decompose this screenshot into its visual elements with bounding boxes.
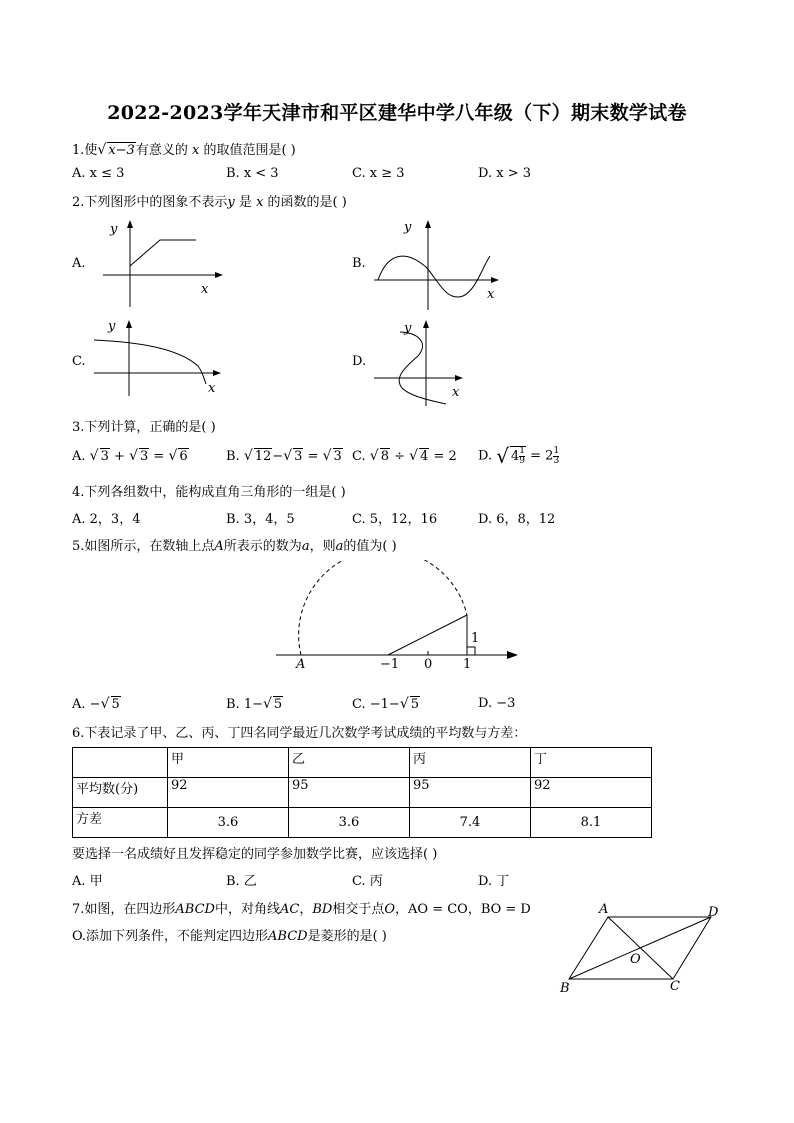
scores-table: [72, 747, 652, 838]
operator: +: [114, 449, 125, 464]
q2-option-a-label[interactable]: A.: [72, 256, 86, 271]
radicand: [510, 446, 526, 466]
q5-option-b[interactable]: [226, 696, 283, 712]
q6-option-b[interactable]: B. 乙: [226, 874, 257, 889]
tick-1-label: 1: [463, 657, 472, 672]
table-cell: 3.6: [168, 808, 289, 838]
q6-option-c[interactable]: C. 丙: [352, 874, 383, 889]
sqrt-sign: √: [89, 448, 99, 464]
q5-text-2: 所表示的数为: [223, 539, 302, 554]
y-axis-arrow: [423, 320, 429, 328]
question-5: [72, 535, 397, 554]
x-label: x: [201, 282, 209, 297]
x-label: x: [452, 385, 460, 400]
radicand: 3: [294, 449, 303, 464]
q1-suffix: 有意义的: [135, 143, 188, 158]
equals: =: [307, 449, 319, 464]
table-cell: 95: [410, 778, 531, 808]
q7-text-4: ，AO = CO，BO = D: [395, 902, 531, 917]
option-prefix: −1−: [369, 697, 400, 712]
option-prefix: −: [89, 697, 101, 712]
table-cell: 95: [289, 778, 410, 808]
sqrt-sign: √: [283, 448, 293, 464]
q1-option-b[interactable]: B. x < 3: [226, 166, 279, 181]
denominator: 3: [553, 455, 560, 466]
q2-option-d-label[interactable]: D.: [352, 354, 367, 369]
radicand: 3: [139, 449, 149, 464]
page-title: 2022-2023学年天津市和平区建华中学八年级（下）期末数学试卷: [107, 102, 687, 124]
equals: = 2: [530, 448, 554, 464]
q7-text: 7.如图，在四边形: [72, 902, 176, 917]
question-6: 6.下表记录了甲、乙、丙、丁四名同学最近几次数学考试成绩的平均数与方差：: [72, 726, 527, 741]
q2-text-2: 是: [238, 195, 252, 210]
option-label: C.: [352, 697, 366, 712]
table-cell: 92: [531, 778, 652, 808]
sqrt-sign: √: [168, 448, 178, 464]
numerator: 1: [519, 446, 525, 456]
y-axis-arrow: [126, 320, 132, 328]
sqrt-sign: √: [97, 142, 107, 158]
y-label: y: [110, 222, 118, 237]
q5-number-line-figure: [270, 560, 525, 672]
x-axis-arrow: [215, 272, 223, 278]
q2-option-b-label[interactable]: B.: [352, 256, 366, 271]
q1-option-a[interactable]: A. x ≤ 3: [72, 166, 125, 181]
sqrt-sign: √: [322, 448, 332, 464]
equals: =: [153, 449, 165, 464]
sqrt-sign: √: [409, 448, 419, 464]
q7-quadrilateral-figure: [556, 900, 728, 996]
table-header-cell: [73, 748, 168, 778]
radicand: 3: [333, 449, 342, 464]
table-header-cell: 甲: [168, 748, 289, 778]
q5-text: 5.如图所示，在数轴上点: [72, 539, 215, 554]
radicand: 8: [380, 449, 389, 464]
q7-o: O: [384, 902, 396, 917]
q5-var-a: a: [301, 539, 310, 554]
q3-option-c[interactable]: [352, 448, 457, 464]
table-cell: 平均数(分): [73, 778, 168, 808]
q1-option-d[interactable]: D. x > 3: [478, 166, 531, 181]
q3-option-a[interactable]: [72, 448, 189, 464]
vertex-c-label: C: [670, 979, 680, 994]
q5-text-4: 的值为( ): [343, 539, 397, 554]
q1-prefix: 1.使: [72, 143, 98, 158]
table-header-cell: 丙: [410, 748, 531, 778]
q7-ac: AC: [279, 902, 300, 917]
table-cell: 7.4: [410, 808, 531, 838]
radicand: 5: [410, 697, 420, 712]
y-axis-arrow: [127, 220, 133, 228]
hypotenuse: [388, 615, 467, 655]
function-curve: [94, 340, 206, 384]
q2-graph-d: [368, 316, 478, 408]
x-axis-arrow: [213, 370, 221, 376]
q2-graph-c: [88, 316, 238, 396]
diagonal-bd: [569, 917, 711, 979]
q1-suffix-2: 的取值范围是( ): [203, 143, 296, 158]
q5-option-c[interactable]: [352, 696, 420, 712]
q7-quad: ABCD: [175, 902, 215, 917]
option-prefix: 1−: [243, 697, 263, 712]
q7-line2-text: O.添加下列条件，不能判定四边形: [72, 929, 269, 944]
q6-follow-text: 要选择一名成绩好且发挥稳定的同学参加数学比赛，应该选择( ): [72, 847, 438, 862]
radicand: 12: [254, 449, 272, 464]
option-label: D.: [478, 696, 493, 711]
numerator: 1: [553, 445, 560, 456]
option-label: B.: [226, 449, 240, 464]
tick-0-label: 0: [424, 657, 433, 672]
option-label: C.: [352, 449, 366, 464]
operator: −: [272, 449, 284, 464]
whole-part: 4: [510, 449, 520, 464]
question-4: 4.下列各组数中，能构成直角三角形的一组是( ): [72, 485, 346, 500]
radicand: 4: [420, 449, 429, 464]
q7-text-2: 中，对角线: [214, 902, 280, 917]
q6-option-a[interactable]: A. 甲: [72, 874, 103, 889]
sqrt-sign: √: [100, 696, 110, 712]
function-curve: [130, 240, 196, 266]
tick-neg1-label: −1: [380, 657, 400, 672]
radicand: 5: [111, 697, 120, 712]
point-o-label: O: [630, 952, 641, 967]
q1-radicand: x−3: [108, 143, 135, 158]
fraction: [519, 447, 525, 466]
table-cell: 92: [168, 778, 289, 808]
q3-option-b[interactable]: [226, 448, 343, 464]
table-row: [73, 808, 652, 838]
dashed-arc: [299, 560, 467, 655]
question-3: 3.下列计算，正确的是( ): [72, 420, 216, 435]
question-7: [72, 898, 531, 917]
sqrt-sign: √: [369, 448, 379, 464]
q4-option-b[interactable]: B. 3，4，5: [226, 512, 295, 527]
function-curve: [378, 256, 490, 297]
q2-graph-a: [88, 212, 238, 312]
question-2: [72, 191, 347, 210]
q1-var: x: [191, 143, 200, 158]
x-label: x: [487, 287, 495, 302]
sqrt-sign: √: [496, 444, 509, 468]
q5-option-d[interactable]: [478, 696, 515, 711]
sqrt-sign: √: [399, 696, 409, 712]
q3-option-d[interactable]: [478, 444, 559, 468]
question-1: [72, 139, 296, 158]
q2-option-c-label[interactable]: C.: [72, 354, 86, 369]
vertex-a-label: A: [599, 902, 609, 917]
q2-graph-b: [368, 212, 508, 312]
option-label: D.: [478, 448, 493, 464]
q5-text-3: ，则: [309, 539, 336, 554]
q7-line2-text-2: 是菱形的是( ): [307, 929, 387, 944]
q1-option-c[interactable]: C. x ≥ 3: [352, 166, 405, 181]
number-line-arrow: [507, 651, 518, 659]
option-label: A.: [72, 697, 86, 712]
question-7-line-2: [72, 925, 387, 944]
y-axis-arrow: [425, 220, 431, 228]
table-header-cell: 丁: [531, 748, 652, 778]
q2-text: 2.下列图形中的图象不表示: [72, 195, 228, 210]
table-header-row: [73, 748, 652, 778]
q2-var-x: x: [256, 195, 264, 210]
x-axis-arrow: [491, 277, 499, 283]
q5-point: A: [214, 539, 224, 554]
table-header-cell: 乙: [289, 748, 410, 778]
option-label: B.: [226, 697, 240, 712]
sqrt-sign: √: [129, 448, 138, 464]
height-label: 1: [471, 631, 480, 646]
q4-option-c[interactable]: C. 5，12，16: [352, 512, 438, 527]
denominator: 9: [519, 456, 525, 466]
option-label: A.: [72, 449, 86, 464]
q7-quad-2: ABCD: [268, 929, 308, 944]
q7-text-3: 相交于点: [332, 902, 385, 917]
function-curve: [399, 332, 446, 404]
q2-var-y: y: [227, 195, 235, 210]
table-cell: 3.6: [289, 808, 410, 838]
q2-text-3: 的函数的是( ): [267, 195, 347, 210]
option-text: −3: [496, 696, 516, 711]
x-axis-arrow: [455, 375, 463, 381]
right-angle-mark: [467, 647, 475, 655]
table-cell: 8.1: [531, 808, 652, 838]
vertex-d-label: D: [708, 905, 719, 920]
radicand: 6: [179, 449, 188, 464]
result-fraction: [553, 447, 559, 466]
q7-bd: BD: [312, 902, 333, 917]
y-label: y: [404, 321, 412, 336]
equals: = 2: [433, 449, 457, 464]
q5-var-a-2: a: [335, 539, 344, 554]
q4-option-d[interactable]: D. 6，8，12: [478, 512, 556, 527]
x-label: x: [208, 381, 216, 396]
sqrt-sign: √: [263, 696, 272, 712]
radicand: 3: [100, 449, 109, 464]
table-row: [73, 778, 652, 808]
radicand: 5: [273, 697, 283, 712]
operator: ÷: [394, 449, 406, 464]
q7-comma: ，: [299, 902, 313, 917]
q5-option-a[interactable]: [72, 696, 121, 712]
vertex-b-label: B: [560, 981, 570, 996]
table-cell: 方差: [73, 808, 168, 838]
q4-option-a[interactable]: A. 2，3，4: [72, 512, 141, 527]
point-a-label: A: [296, 657, 306, 672]
y-label: y: [108, 319, 116, 334]
sqrt-sign: √: [243, 448, 253, 464]
q6-option-d[interactable]: D. 丁: [478, 874, 510, 889]
y-label: y: [404, 220, 412, 235]
